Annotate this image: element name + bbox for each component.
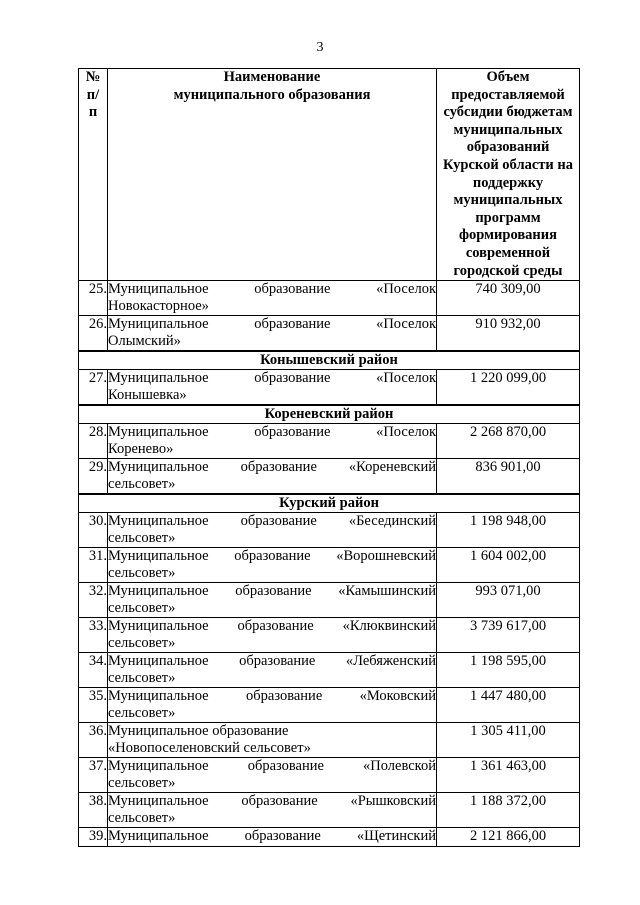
name-word: Муниципальное [108, 618, 209, 635]
municipality-name [108, 828, 437, 847]
subsidy-amount: 3 739 617,00 [437, 618, 580, 653]
subsidy-amount: 2 121 866,00 [437, 828, 580, 847]
row-number: 25. [79, 281, 108, 316]
name-word: «Камышинский [338, 583, 436, 600]
name-word: «Рышковский [350, 793, 436, 810]
table-row [79, 316, 580, 352]
name-word: Муниципальное [108, 828, 209, 845]
name-word: образование [246, 688, 323, 705]
district-heading: Конышевский район [79, 351, 580, 370]
name-word: образование [247, 758, 324, 775]
subsidy-amount: 2 268 870,00 [437, 424, 580, 459]
table-row [79, 828, 580, 847]
name-line-2: сельсовет» [108, 565, 176, 582]
name-word: образование [254, 316, 331, 333]
subsidy-amount: 1 604 002,00 [437, 548, 580, 583]
table-row [79, 723, 580, 758]
name-word: «Полевской [363, 758, 436, 775]
municipality-name [108, 424, 437, 459]
name-word: образование [234, 548, 311, 565]
row-number: 38. [79, 793, 108, 828]
row-number: 39. [79, 828, 108, 847]
name-line-1 [108, 758, 436, 775]
table-row [79, 758, 580, 793]
table-row [79, 548, 580, 583]
municipality-name [108, 758, 437, 793]
table-row [79, 370, 580, 406]
name-line-1 [108, 548, 436, 565]
table-row [79, 424, 580, 459]
subsidy-amount: 1 305 411,00 [437, 723, 580, 758]
municipality-name [108, 513, 437, 548]
row-number: 34. [79, 653, 108, 688]
row-number: 36. [79, 723, 108, 758]
municipality-name [108, 548, 437, 583]
name-line-2: сельсовет» [108, 775, 176, 792]
table-row [79, 688, 580, 723]
header-value-text: Объем предоставляемой субсидии бюджетам муниципальных образований Курской области на поддержку муниципальных программ формирования современной городской среды [443, 69, 573, 279]
name-word: Муниципальное [108, 688, 209, 705]
name-line-2: Новокасторное» [108, 298, 209, 315]
municipality-name [108, 793, 437, 828]
name-word: образование [241, 793, 318, 810]
municipality-name [108, 688, 437, 723]
row-number: 29. [79, 459, 108, 495]
name-word: Муниципальное [108, 758, 209, 775]
subsidy-amount: 993 071,00 [437, 583, 580, 618]
name-word: «Ворошневский [336, 548, 436, 565]
name-word: «Лебяженский [345, 653, 436, 670]
name-line-1 [108, 653, 436, 670]
name-word: Муниципальное [108, 513, 209, 530]
name-word: Муниципальное [108, 583, 209, 600]
municipality-name [108, 723, 437, 758]
row-number: 35. [79, 688, 108, 723]
name-word: образование [254, 281, 331, 298]
district-section-row [79, 405, 580, 424]
row-number: 30. [79, 513, 108, 548]
row-number: 26. [79, 316, 108, 352]
name-word: образование [235, 583, 312, 600]
name-line-2: сельсовет» [108, 810, 176, 827]
table-header-row [79, 69, 580, 281]
name-line-1 [108, 583, 436, 600]
name-word: «Поселок [376, 281, 436, 298]
name-line-1 [108, 281, 436, 298]
name-word: «Бесединский [348, 513, 436, 530]
subsidy-table [78, 68, 580, 847]
name-word: «Щетинский [356, 828, 436, 845]
name-word: Муниципальное образование [108, 723, 289, 740]
name-line-2: сельсовет» [108, 670, 176, 687]
name-line-1 [108, 793, 436, 810]
municipality-name [108, 653, 437, 688]
municipality-name [108, 459, 437, 495]
district-section-row [79, 351, 580, 370]
subsidy-amount: 1 361 463,00 [437, 758, 580, 793]
district-heading: Кореневский район [79, 405, 580, 424]
district-section-row [79, 494, 580, 513]
subsidy-amount: 1 447 480,00 [437, 688, 580, 723]
name-word: образование [240, 459, 317, 476]
row-number: 37. [79, 758, 108, 793]
name-line-2: сельсовет» [108, 476, 176, 493]
name-word: Муниципальное [108, 653, 209, 670]
table-row [79, 513, 580, 548]
name-word: Муниципальное [108, 548, 209, 565]
table-row [79, 459, 580, 495]
table-body [79, 281, 580, 847]
name-word: Муниципальное [108, 424, 209, 441]
name-line-2: Конышевка» [108, 387, 187, 404]
name-word: Муниципальное [108, 459, 209, 476]
name-line-1 [108, 316, 436, 333]
header-name-text: Наименование муниципального образования [173, 69, 371, 103]
name-line-1 [108, 513, 436, 530]
name-line-2: Олымский» [108, 333, 181, 350]
name-line-1 [108, 459, 436, 476]
name-line-2: сельсовет» [108, 600, 176, 617]
table-row [79, 793, 580, 828]
municipality-name [108, 316, 437, 352]
table-row [79, 618, 580, 653]
header-number-text: № п/ п [85, 69, 101, 121]
subsidy-amount: 1 198 595,00 [437, 653, 580, 688]
name-word: образование [239, 653, 316, 670]
subsidy-amount: 910 932,00 [437, 316, 580, 352]
name-line-2: «Новопоселеновский сельсовет» [108, 740, 311, 757]
row-number: 28. [79, 424, 108, 459]
name-word: «Кореневский [348, 459, 436, 476]
name-line-1 [108, 723, 436, 740]
table-row [79, 653, 580, 688]
row-number: 27. [79, 370, 108, 406]
subsidy-amount: 1 188 372,00 [437, 793, 580, 828]
page-number: 3 [316, 40, 324, 55]
name-word: Муниципальное [108, 793, 209, 810]
name-word: образование [254, 424, 331, 441]
name-word: «Поселок [376, 370, 436, 387]
name-line-2: сельсовет» [108, 705, 176, 722]
row-number: 32. [79, 583, 108, 618]
name-line-1 [108, 618, 436, 635]
name-line-1 [108, 688, 436, 705]
name-word: «Поселок [376, 316, 436, 333]
row-number: 31. [79, 548, 108, 583]
subsidy-amount: 1 220 099,00 [437, 370, 580, 406]
header-value [437, 69, 580, 281]
name-word: «Поселок [376, 424, 436, 441]
name-line-2: Коренево» [108, 441, 174, 458]
name-word: Муниципальное [108, 316, 209, 333]
name-word: «Клюквинский [342, 618, 436, 635]
name-word: образование [240, 513, 317, 530]
name-word: Муниципальное [108, 370, 209, 387]
name-word: образование [254, 370, 331, 387]
municipality-name [108, 281, 437, 316]
municipality-name [108, 618, 437, 653]
subsidy-amount: 740 309,00 [437, 281, 580, 316]
name-line-2: сельсовет» [108, 530, 176, 547]
name-word: Муниципальное [108, 281, 209, 298]
subsidy-amount: 836 901,00 [437, 459, 580, 495]
header-number [79, 69, 108, 281]
name-word: образование [244, 828, 321, 845]
name-line-1 [108, 370, 436, 387]
table-row [79, 583, 580, 618]
name-line-1 [108, 828, 436, 845]
name-line-1 [108, 424, 436, 441]
municipality-name [108, 583, 437, 618]
name-word: «Моковский [359, 688, 436, 705]
row-number: 33. [79, 618, 108, 653]
subsidy-amount: 1 198 948,00 [437, 513, 580, 548]
name-word: образование [237, 618, 314, 635]
district-heading: Курский район [79, 494, 580, 513]
name-line-2: сельсовет» [108, 635, 176, 652]
header-name [108, 69, 437, 281]
table-row [79, 281, 580, 316]
municipality-name [108, 370, 437, 406]
